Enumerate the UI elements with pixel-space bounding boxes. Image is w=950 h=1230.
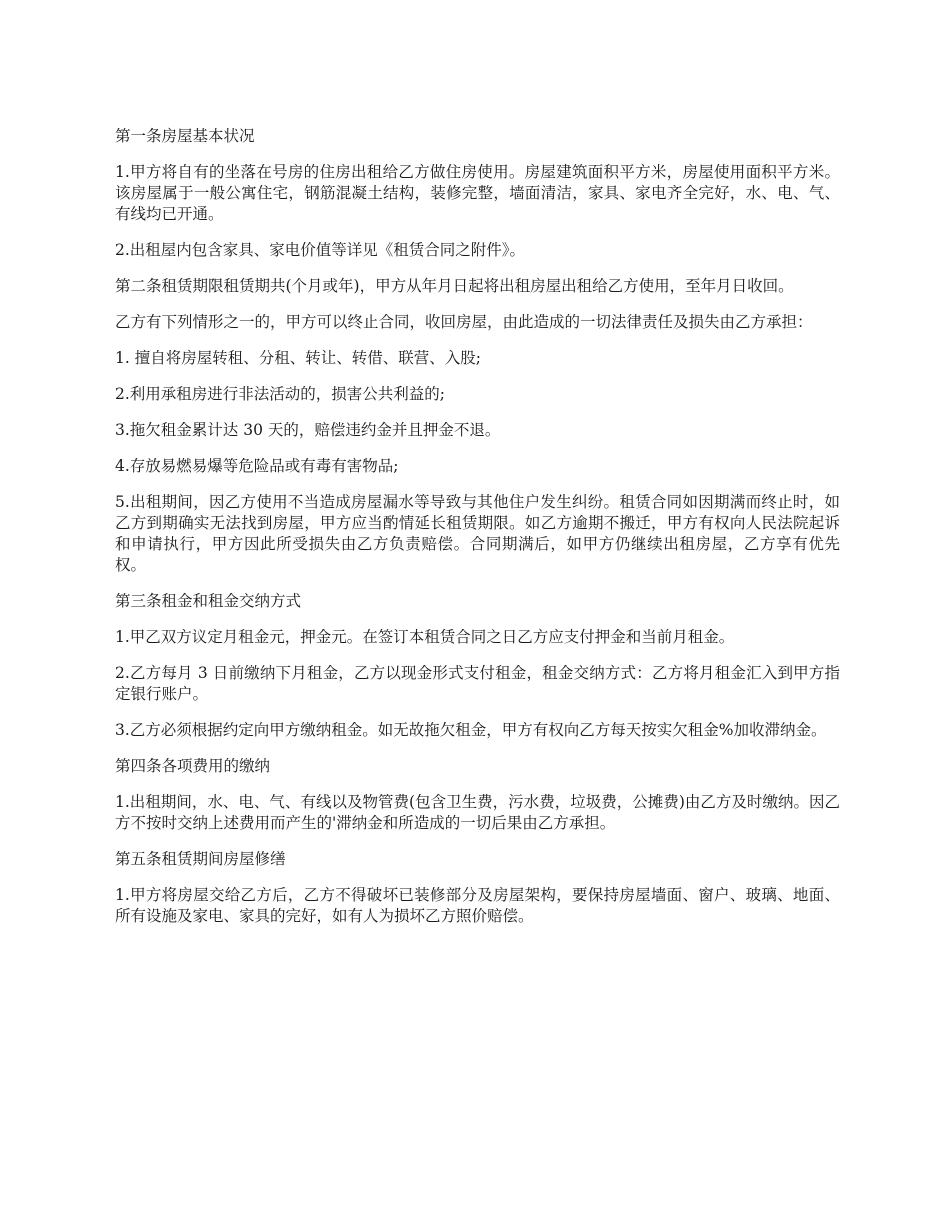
section-heading-1: 第一条房屋基本状况 bbox=[115, 127, 255, 145]
document-body bbox=[115, 126, 840, 942]
list-item: 1.出租期间，水、电、气、有线以及物管费(包含卫生费，污水费，垃圾费，公摊费)由乙方及时缴纳。因乙方不按时交纳上述费用而产生的'滞纳金和所造成的一切后果由乙方承担。 bbox=[115, 793, 840, 832]
paragraph: 乙方有下列情形之一的，甲方可以终止合同，收回房屋，由此造成的一切法律责任及损失由乙方承担： bbox=[115, 313, 813, 331]
paragraph: 1.甲方将自有的坐落在号房的住房出租给乙方做住房使用。房屋建筑面积平方米，房屋使用面积平方米。该房屋属于一般公寓住宅，钢筋混凝土结构，装修完整，墙面清洁，家具、家电齐全完好，水、电、气、有线均已开通。 bbox=[115, 163, 840, 223]
list-item: 3.乙方必须根据约定向甲方缴纳租金。如无故拖欠租金，甲方有权向乙方每天按实欠租金%加收滞纳金。 bbox=[115, 721, 827, 739]
section-heading-3: 第三条租金和租金交纳方式 bbox=[115, 592, 302, 610]
list-item: 5.出租期间，因乙方使用不当造成房屋漏水等导致与其他住户发生纠纷。租赁合同如因期满而终止时，如乙方到期确实无法找到房屋，甲方应当酌情延长租赁期限。如乙方逾期不搬迁，甲方有权向人民法院起诉和申请执行，甲方因此所受损失由乙方负责赔偿。合同期满后，如甲方仍继续出租房屋，乙方享有优先权。 bbox=[115, 493, 840, 574]
section-heading-2: 第二条租赁期限租赁期共(个月或年)，甲方从年月日起将出租房屋出租给乙方使用，至年月日收回。 bbox=[115, 277, 794, 295]
list-item: 1.甲方将房屋交给乙方后，乙方不得破坏已装修部分及房屋架构，要保持房屋墙面、窗户、玻璃、地面、所有设施及家电、家具的完好，如有人为损坏乙方照价赔偿。 bbox=[115, 886, 840, 925]
section-heading-4: 第四条各项费用的缴纳 bbox=[115, 757, 271, 775]
list-item: 1. 擅自将房屋转租、分租、转让、转借、联营、入股; bbox=[115, 349, 481, 367]
section-heading-5: 第五条租赁期间房屋修缮 bbox=[115, 850, 286, 868]
list-item: 4.存放易燃易爆等危险品或有毒有害物品; bbox=[115, 457, 399, 475]
list-item: 3.拖欠租金累计达 30 天的，赔偿违约金并且押金不退。 bbox=[115, 421, 501, 439]
list-item: 2.乙方每月 3 日前缴纳下月租金，乙方以现金形式支付租金，租金交纳方式：乙方将月租金汇入到甲方指定银行账户。 bbox=[115, 664, 840, 703]
list-item: 2.利用承租房进行非法活动的，损害公共利益的; bbox=[115, 385, 446, 403]
paragraph: 2.出租屋内包含家具、家电价值等详见《租赁合同之附件》。 bbox=[115, 241, 526, 259]
list-item: 1.甲乙双方议定月租金元，押金元。在签订本租赁合同之日乙方应支付押金和当前月租金。 bbox=[115, 628, 735, 646]
